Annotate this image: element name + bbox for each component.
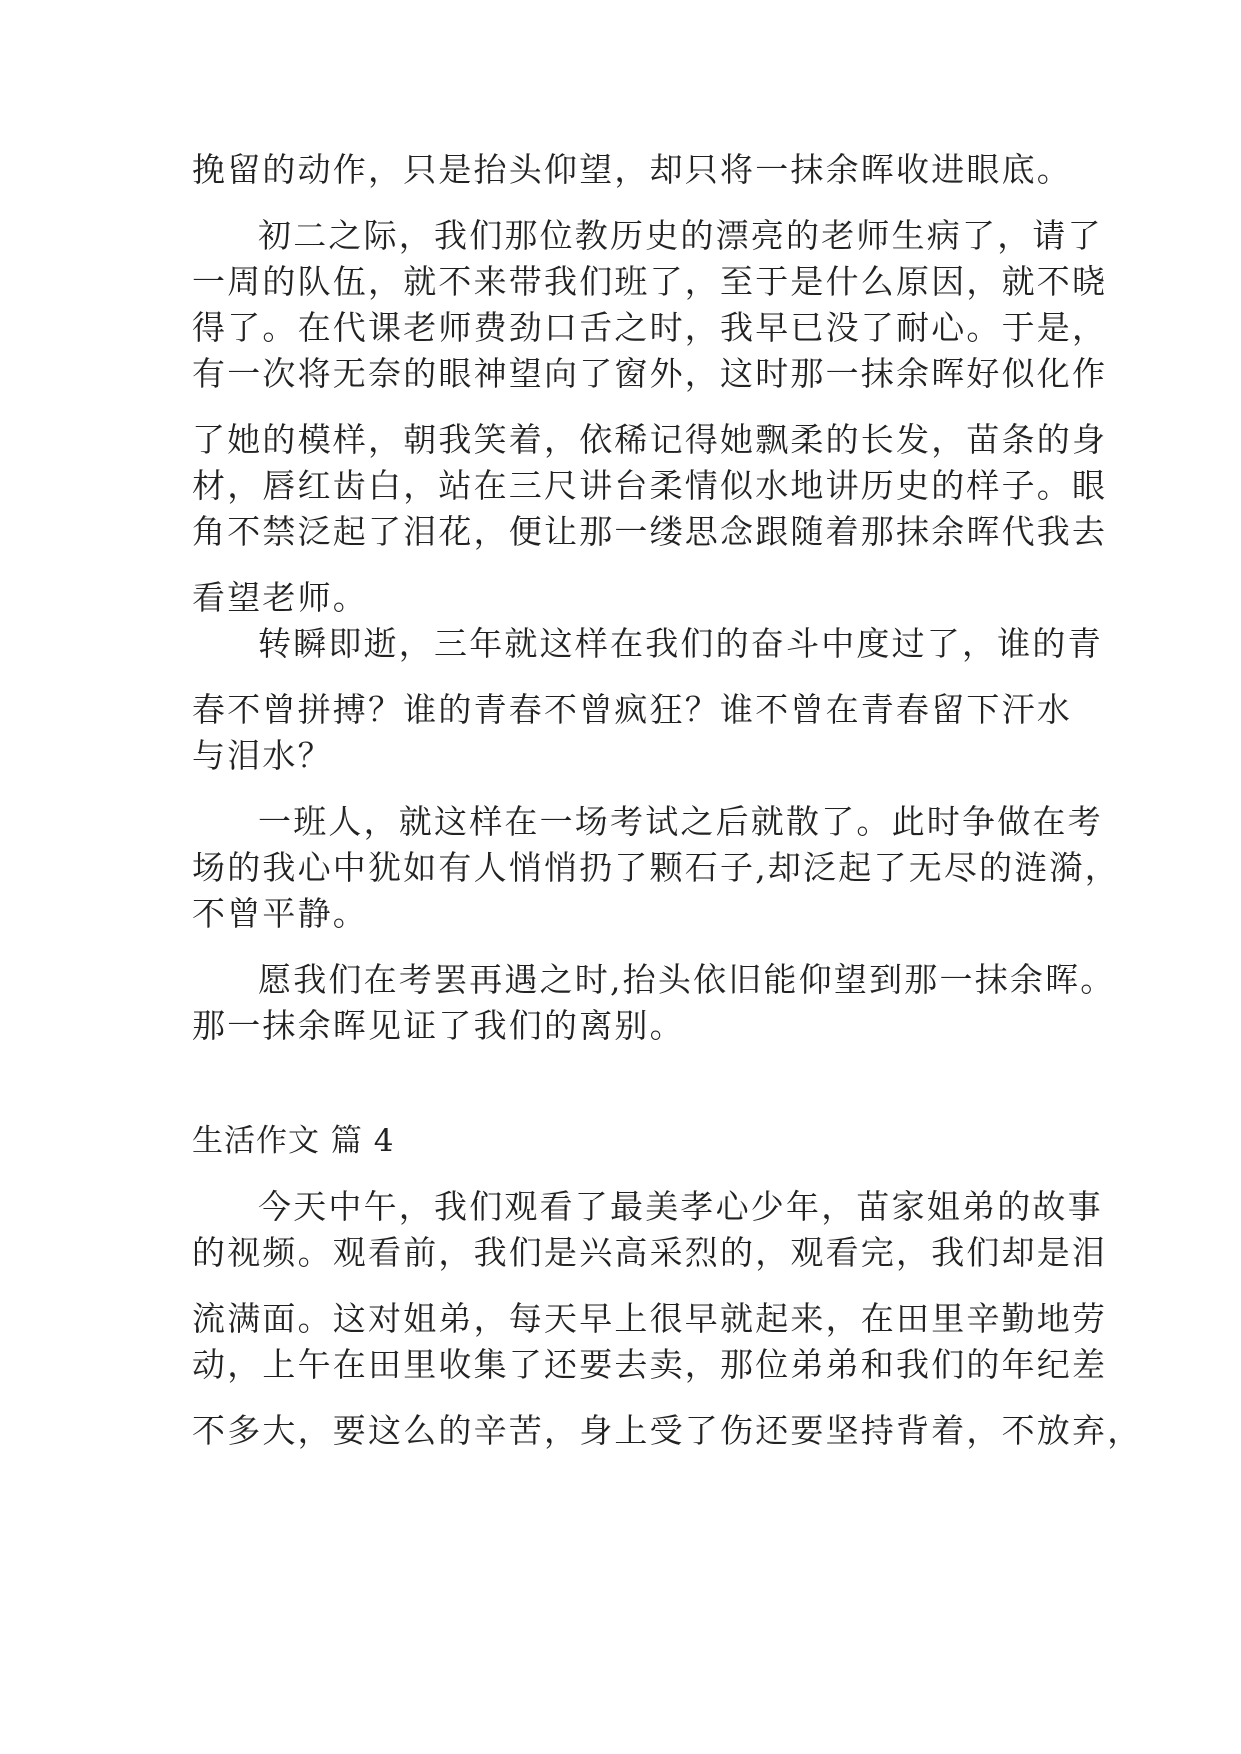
text-line: 得了。在代课老师费劲口舌之时，我早已没了耐心。于是， — [192, 308, 1108, 347]
text-line: 不曾平静。 — [192, 894, 368, 933]
text-line: 有一次将无奈的眼神望向了窗外，这时那一抹余晖好似化作 — [192, 354, 1108, 393]
text-line: 场的我心中犹如有人悄悄扔了颗石子,却泛起了无尽的涟漪， — [192, 848, 1120, 887]
text-line: 动，上午在田里收集了还要去卖，那位弟弟和我们的年纪差 — [192, 1345, 1108, 1384]
text-line: 流满面。这对姐弟，每天早上很早就起来，在田里辛勤地劳 — [192, 1299, 1108, 1338]
text-line: 看望老师。 — [192, 578, 368, 617]
text-line: 材，唇红齿白，站在三尺讲台柔情似水地讲历史的样子。眼 — [192, 466, 1108, 505]
paragraph-start-line: 愿我们在考罢再遇之时,抬头依旧能仰望到那一抹余晖。 — [258, 960, 1116, 999]
text-line: 与泪水？ — [192, 736, 333, 775]
text-line: 的视频。观看前，我们是兴高采烈的，观看完，我们却是泪 — [192, 1233, 1108, 1272]
text-line: 春不曾拼搏？谁的青春不曾疯狂？谁不曾在青春留下汗水 — [192, 690, 1072, 729]
text-line: 了她的模样，朝我笑着，依稀记得她飘柔的长发，苗条的身 — [192, 420, 1108, 459]
text-line: 角不禁泛起了泪花，便让那一缕思念跟随着那抹余晖代我去 — [192, 512, 1108, 551]
text-line: 一周的队伍，就不来带我们班了，至于是什么原因，就不晓 — [192, 262, 1108, 301]
text-line: 挽留的动作，只是抬头仰望，却只将一抹余晖收进眼底。 — [192, 150, 1072, 189]
paragraph-start-line: 今天中午，我们观看了最美孝心少年，苗家姐弟的故事 — [258, 1187, 1103, 1226]
text-line: 不多大，要这么的辛苦，身上受了伤还要坚持背着，不放弃， — [192, 1411, 1143, 1450]
paragraph-start-line: 一班人，就这样在一场考试之后就散了。此时争做在考 — [258, 802, 1103, 841]
text-line: 那一抹余晖见证了我们的离别。 — [192, 1006, 685, 1045]
paragraph-start-line: 转瞬即逝，三年就这样在我们的奋斗中度过了，谁的青 — [258, 624, 1103, 663]
section-heading: 生活作文 篇 4 — [192, 1123, 395, 1159]
paragraph-start-line: 初二之际，我们那位教历史的漂亮的老师生病了，请了 — [258, 216, 1103, 255]
